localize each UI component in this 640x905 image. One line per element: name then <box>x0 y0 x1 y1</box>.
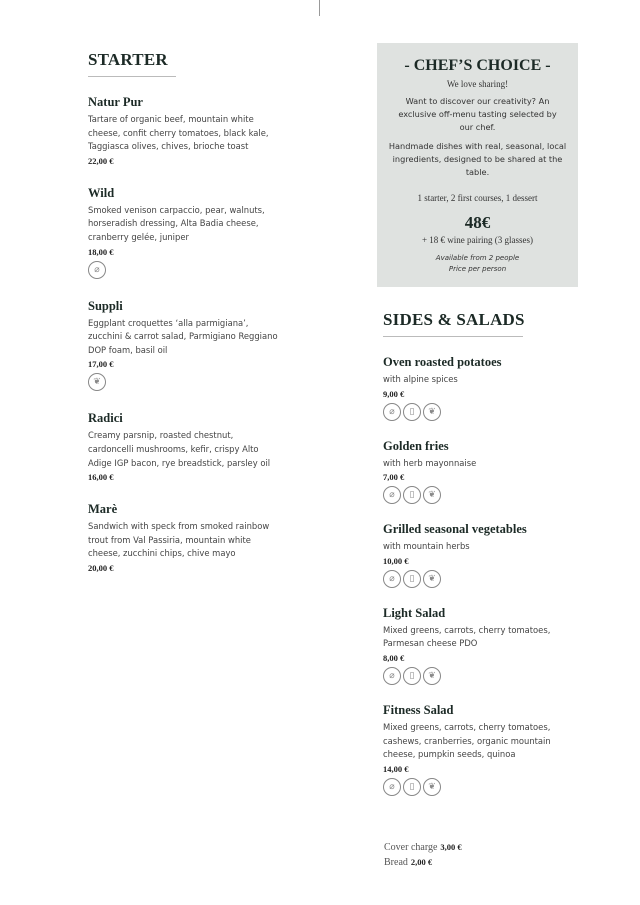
vegetarian-icon: ❦ <box>423 667 441 685</box>
gluten-free-icon: ⌀ <box>383 403 401 421</box>
vegetarian-icon: ❦ <box>423 403 441 421</box>
item-price: 16,00 € <box>88 472 114 483</box>
gluten-free-icon: ⌀ <box>88 261 106 279</box>
section-title: STARTER <box>88 50 168 69</box>
item-description: with alpine spices <box>383 374 458 384</box>
item-name: Radici <box>88 411 123 426</box>
footer-charges <box>384 840 462 870</box>
item-description: Mixed greens, carrots, cherry tomatoes, cashews, cranberries, organic mountain cheese, pumpkin seeds, quinoa <box>383 721 551 760</box>
cover-label: Cover charge <box>384 842 438 853</box>
sides-section <box>383 310 583 814</box>
chef-note-2: Price per person <box>448 265 507 273</box>
vegetarian-icon: ❦ <box>423 570 441 588</box>
item-name: Natur Pur <box>88 95 143 109</box>
section-title: SIDES & SALADS <box>383 310 525 329</box>
item-name: Marè <box>88 502 118 517</box>
item-name: Suppli <box>88 298 123 313</box>
lactose-free-icon: ▯ <box>403 570 421 588</box>
gluten-free-icon: ⌀ <box>383 486 401 504</box>
item-description: Eggplant croquettes ‘alla parmigiana’, zucchini & carrot salad, Parmigiano Reggiano DOP foam, basil oil <box>88 317 278 355</box>
divider <box>383 336 523 337</box>
lactose-free-icon: ▯ <box>403 403 421 421</box>
item-price: 9,00 € <box>383 388 405 399</box>
lactose-free-icon: ▯ <box>403 778 421 796</box>
allergen-icons <box>88 261 278 279</box>
item-description: Tartare of organic beef, mountain white cheese, confit cherry tomatoes, black kale, Taggiasca olives, chives, brioche toast <box>88 114 269 152</box>
item-description: Creamy parsnip, roasted chestnut, cardoncelli mushrooms, kefir, crispy Alto Adige IGP bacon, rye breadstick, parsley oil <box>88 430 271 468</box>
vegetarian-icon: ❦ <box>423 486 441 504</box>
item-description: Smoked venison carpaccio, pear, walnuts, horseradish dressing, Alta Badia cheese, cranberry gelée, juniper <box>88 204 265 242</box>
menu-item <box>383 703 583 796</box>
item-name: Light Salad <box>383 605 446 620</box>
item-price: 8,00 € <box>383 652 405 663</box>
allergen-icons <box>383 570 583 588</box>
item-name: Golden fries <box>383 438 449 453</box>
item-description: with mountain herbs <box>383 541 470 552</box>
chefs-choice-box <box>377 43 578 287</box>
item-description: Sandwich with speck from smoked rainbow trout from Val Passiria, mountain white cheese, zucchini chips, chive mayo <box>88 521 270 559</box>
chef-note-1: Available from 2 people <box>435 254 520 262</box>
fold-line <box>319 0 320 16</box>
item-price: 20,00 € <box>88 562 114 573</box>
gluten-free-icon: ⌀ <box>383 778 401 796</box>
item-name: Oven roasted potatoes <box>383 355 502 369</box>
starter-section <box>88 50 278 593</box>
lactose-free-icon: ▯ <box>403 667 421 685</box>
item-name: Wild <box>88 185 115 200</box>
allergen-icons <box>88 373 278 391</box>
allergen-icons <box>383 403 583 421</box>
item-price: 22,00 € <box>88 155 114 166</box>
item-price: 7,00 € <box>383 472 405 483</box>
menu-item <box>383 439 583 505</box>
item-description: Mixed greens, carrots, cherry tomatoes, Parmesan cheese PDO <box>383 624 551 649</box>
chef-text-1: Want to discover our creativity? An exclusive off-menu tasting selected by our chef. <box>398 96 557 132</box>
menu-item <box>383 522 583 588</box>
item-name: Grilled seasonal vegetables <box>383 522 527 537</box>
chef-subtitle: We love sharing! <box>446 79 509 89</box>
bread-price: 2,00 € <box>410 857 433 867</box>
menu-item <box>383 606 583 685</box>
menu-item <box>88 95 278 166</box>
menu-item <box>88 411 278 482</box>
vegetarian-icon: ❦ <box>423 778 441 796</box>
chef-title: - CHEF’S CHOICE - <box>404 57 551 74</box>
menu-item <box>383 355 583 421</box>
menu-item <box>88 299 278 392</box>
gluten-free-icon: ⌀ <box>383 667 401 685</box>
chef-courses: 1 starter, 2 first courses, 1 dessert <box>417 193 538 203</box>
gluten-free-icon: ⌀ <box>383 570 401 588</box>
divider <box>88 76 176 77</box>
allergen-icons <box>383 486 583 504</box>
vegetarian-icon: ❦ <box>88 373 106 391</box>
allergen-icons <box>383 667 583 685</box>
menu-item <box>88 502 278 573</box>
wine-pairing: + 18 € wine pairing (3 glasses) <box>421 235 534 245</box>
menu-item <box>88 186 278 279</box>
item-description: with herb mayonnaise <box>383 457 477 468</box>
item-price: 18,00 € <box>88 246 114 257</box>
item-price: 10,00 € <box>383 555 409 566</box>
item-price: 17,00 € <box>88 359 114 370</box>
chef-price: 48€ <box>464 213 491 232</box>
cover-price: 3,00 € <box>440 842 462 852</box>
chef-text-2: Handmade dishes with real, seasonal, local ingredients, designed to be shared at the table. <box>388 141 567 177</box>
item-name: Fitness Salad <box>383 702 454 717</box>
allergen-icons <box>383 778 583 796</box>
lactose-free-icon: ▯ <box>403 486 421 504</box>
bread-label: Bread <box>384 857 408 868</box>
item-price: 14,00 € <box>383 763 409 774</box>
